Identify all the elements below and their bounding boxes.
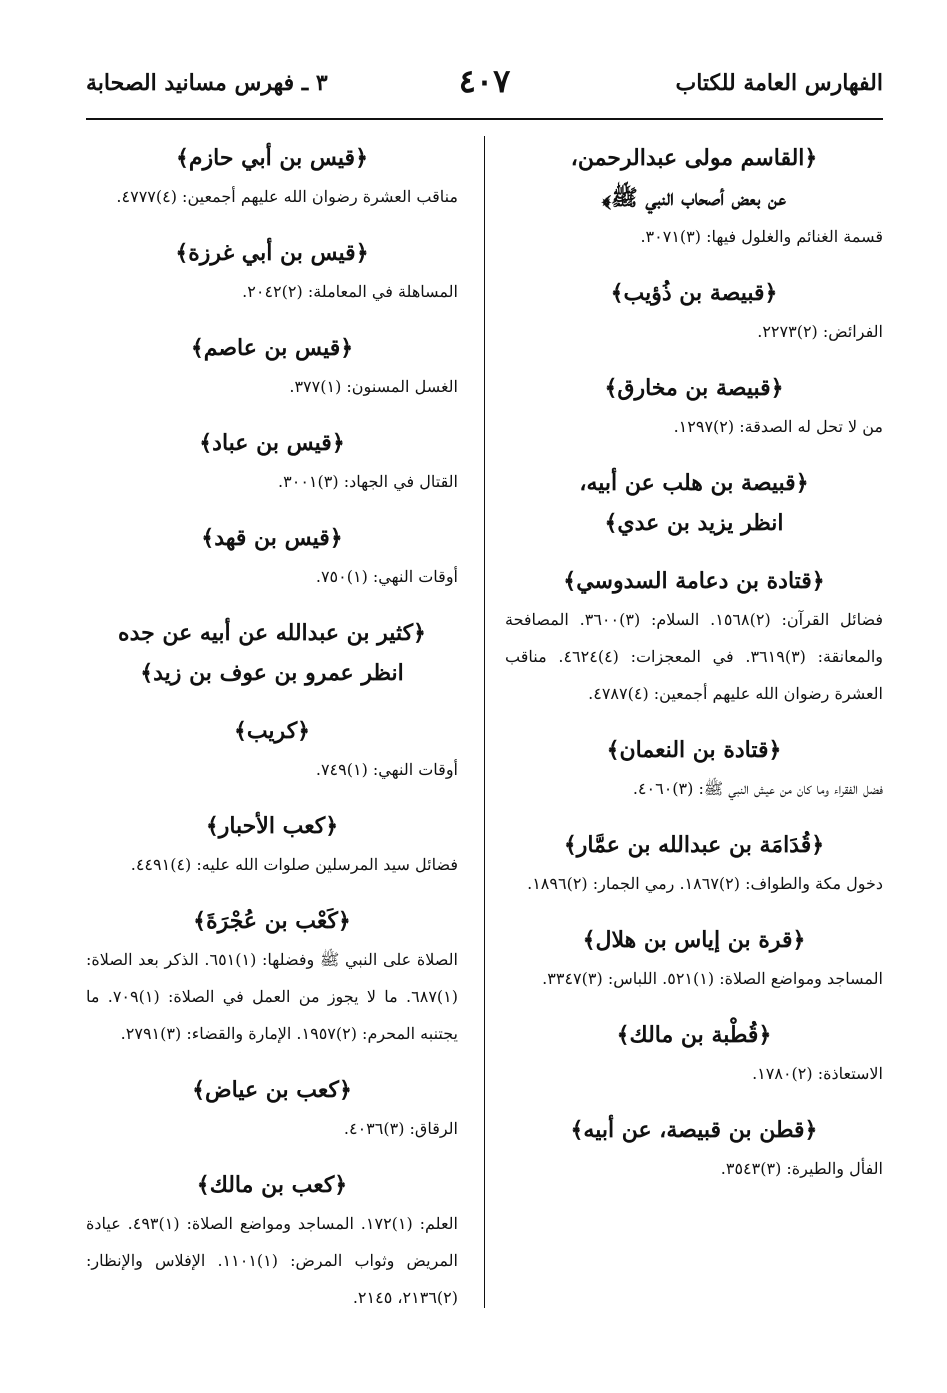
entry-name-line: ﴿قيس بن عاصم﴾ (190, 335, 354, 361)
entry-name (505, 561, 883, 601)
entry-name-line: ﴿قيس بن عباد﴾ (199, 430, 345, 456)
index-entry (505, 1110, 883, 1187)
entry-references: الفرائض: (٢)٢٢٧٣. (757, 322, 883, 341)
index-entry (86, 613, 458, 693)
entry-name-line: ﴿قيس بن قهد﴾ (201, 525, 343, 551)
entry-name-line: ﴿قطن بن قبيصة، عن أبيه﴾ (570, 1117, 818, 1143)
entry-name-line: ﴿قُطْبة بن مالك﴾ (616, 1022, 772, 1048)
entry-references: من لا تحل له الصدقة: (٢)١٢٩٧. (673, 417, 883, 436)
entry-name (505, 463, 883, 543)
entry-name-line: ﴿قرة بن إياس بن هلال﴾ (582, 927, 806, 953)
entry-name (505, 1110, 883, 1150)
header-rule (86, 118, 883, 120)
entry-name (505, 1015, 883, 1055)
page-number: ٤٠٧ (458, 62, 511, 100)
index-entry (505, 825, 883, 902)
entry-name-line: انظر يزيد بن عدي﴾ (604, 510, 784, 536)
entry-name-line: ﴿القاسم مولى عبدالرحمن، (570, 145, 818, 171)
entry-name-line: ﴿قبيصة بن مخارق﴾ (604, 375, 784, 401)
entry-name-line: ﴿قبيصة بن ذُؤيب﴾ (610, 280, 778, 306)
entry-name (86, 518, 458, 558)
entry-name-line: ﴿قيس بن أبي غرزة﴾ (175, 240, 369, 266)
index-entry (86, 901, 458, 1052)
entry-name-line: انظر عمرو بن عوف بن زيد﴾ (140, 660, 404, 686)
entry-name (505, 138, 883, 218)
entry-name (505, 273, 883, 313)
entry-references: المساهلة في المعاملة: (٢)٢٠٤٢. (242, 282, 458, 301)
entry-name-line: ﴿قيس بن أبي حازم﴾ (176, 145, 368, 171)
index-entry (86, 423, 458, 500)
right-column (505, 138, 883, 1205)
entry-name-line: ﴿قتادة بن النعمان﴾ (606, 737, 782, 763)
entry-name-line: ﴿قبيصة بن هلب عن أبيه، (579, 470, 809, 496)
index-entry (86, 806, 458, 883)
entry-references: مناقب العشرة رضوان الله عليهم أجمعين: (٤)٤٧٧٧. (116, 187, 458, 206)
entry-name-line: ﴿كعب بن مالك﴾ (196, 1172, 348, 1198)
entry-references: أوقات النهي: (١)٧٥٠. (315, 567, 458, 586)
running-title-right: الفهارس العامة للكتاب (675, 70, 883, 96)
entry-references: الاستعاذة: (٢)١٧٨٠. (752, 1064, 883, 1083)
index-entry (86, 1070, 458, 1147)
entry-name (86, 233, 458, 273)
entry-references: دخول مكة والطواف: (٢)١٨٦٧. رمي الجمار: (٢)١٨٩٦. (527, 874, 883, 893)
index-entry (505, 561, 883, 712)
entry-name-line: ﴿كثير بن عبدالله عن أبيه عن جده (118, 620, 426, 646)
entry-references: العلم: (١)١٧٢. المساجد ومواضع الصلاة: (١)٤٩٣. عيادة المريض وثواب المرض: (١)١١٠١. الإفلاس والإنظار: (٢)٢١٣٦، ٢١٤٥. (86, 1214, 459, 1307)
index-entry (505, 368, 883, 445)
index-entry (505, 273, 883, 350)
index-entry (505, 730, 883, 807)
page-header (86, 62, 883, 108)
entry-name (86, 423, 458, 463)
entry-name-line: ﴿كريب﴾ (233, 718, 311, 744)
index-entry (86, 138, 458, 215)
index-entry (86, 711, 458, 788)
entry-name (86, 328, 458, 368)
index-entry (86, 1165, 458, 1316)
entry-name-line: ﴿كَعْب بن عُجْرَةَ﴾ (193, 908, 351, 934)
running-title-left: ٣ ـ فهرس مسانيد الصحابة (86, 70, 328, 96)
entry-name (86, 711, 458, 751)
entry-name (505, 920, 883, 960)
entry-references: فضل الفقراء وما كان من عيش النبي ﷺ: (٣)٤٠٦٠. (632, 779, 883, 798)
entry-references: فضائل القرآن: (٢)١٥٦٨. السلام: (٣)٣٦٠٠. المصافحة والمعانقة: (٣)٣٦١٩. في المعجزات: (٤)٤٦٢٤. مناقب العشرة رضوان الله عليهم أجمعين: (٤)٤٧٨٧. (505, 610, 884, 703)
entry-name (86, 806, 458, 846)
entry-name (86, 138, 458, 178)
entry-references: أوقات النهي: (١)٧٤٩. (315, 760, 458, 779)
entry-name-line: ﴿قتادة بن دعامة السدوسي﴾ (563, 568, 825, 594)
index-entry (86, 233, 458, 310)
entry-name (86, 1165, 458, 1205)
index-entry (86, 328, 458, 405)
left-column (86, 138, 458, 1334)
column-divider (484, 136, 485, 1308)
index-entry (86, 518, 458, 595)
entry-name (505, 825, 883, 865)
entry-name-line: ﴿كعب بن عياض﴾ (192, 1077, 352, 1103)
entry-name-line: عن بعض أصحاب النبي ﷺ﴾ (602, 185, 786, 211)
entry-references: فضائل سيد المرسلين صلوات الله عليه: (٤)٤٤٩١. (130, 855, 458, 874)
entry-references: المساجد ومواضع الصلاة: (١)٥٢١. اللباس: (٣)٣٣٤٧. (542, 969, 883, 988)
entry-references: الرقاق: (٣)٤٠٣٦. (343, 1119, 458, 1138)
entry-references: الغسل المسنون: (١)٣٧٧. (289, 377, 458, 396)
entry-name (505, 730, 883, 770)
index-entry (505, 463, 883, 543)
entry-references: قسمة الغنائم والغلول فيها: (٣)٣٠٧١. (640, 227, 883, 246)
entry-name-line: ﴿كعب الأحبار﴾ (205, 813, 339, 839)
entry-references: الفأل والطيرة: (٣)٣٥٤٣. (720, 1159, 883, 1178)
entry-name (86, 613, 458, 693)
entry-name (505, 368, 883, 408)
entry-name (86, 901, 458, 941)
index-entry (505, 920, 883, 997)
entry-name (86, 1070, 458, 1110)
entry-references: القتال في الجهاد: (٣)٣٠٠١. (278, 472, 458, 491)
entry-name-line: ﴿قُدَامَة بن عبدالله بن عمَّار﴾ (563, 832, 825, 858)
index-entry (505, 1015, 883, 1092)
index-entry (505, 138, 883, 255)
entry-references: الصلاة على النبي ﷺ وفضلها: (١)٦٥١. الذكر بعد الصلاة: (١)٦٨٧. ما لا يجوز من العمل في الصلاة: (١)٧٠٩. ما يجتنبه المحرم: (٢)١٩٥٧. الإمارة والقضاء: (٣)٢٧٩١. (86, 950, 459, 1043)
